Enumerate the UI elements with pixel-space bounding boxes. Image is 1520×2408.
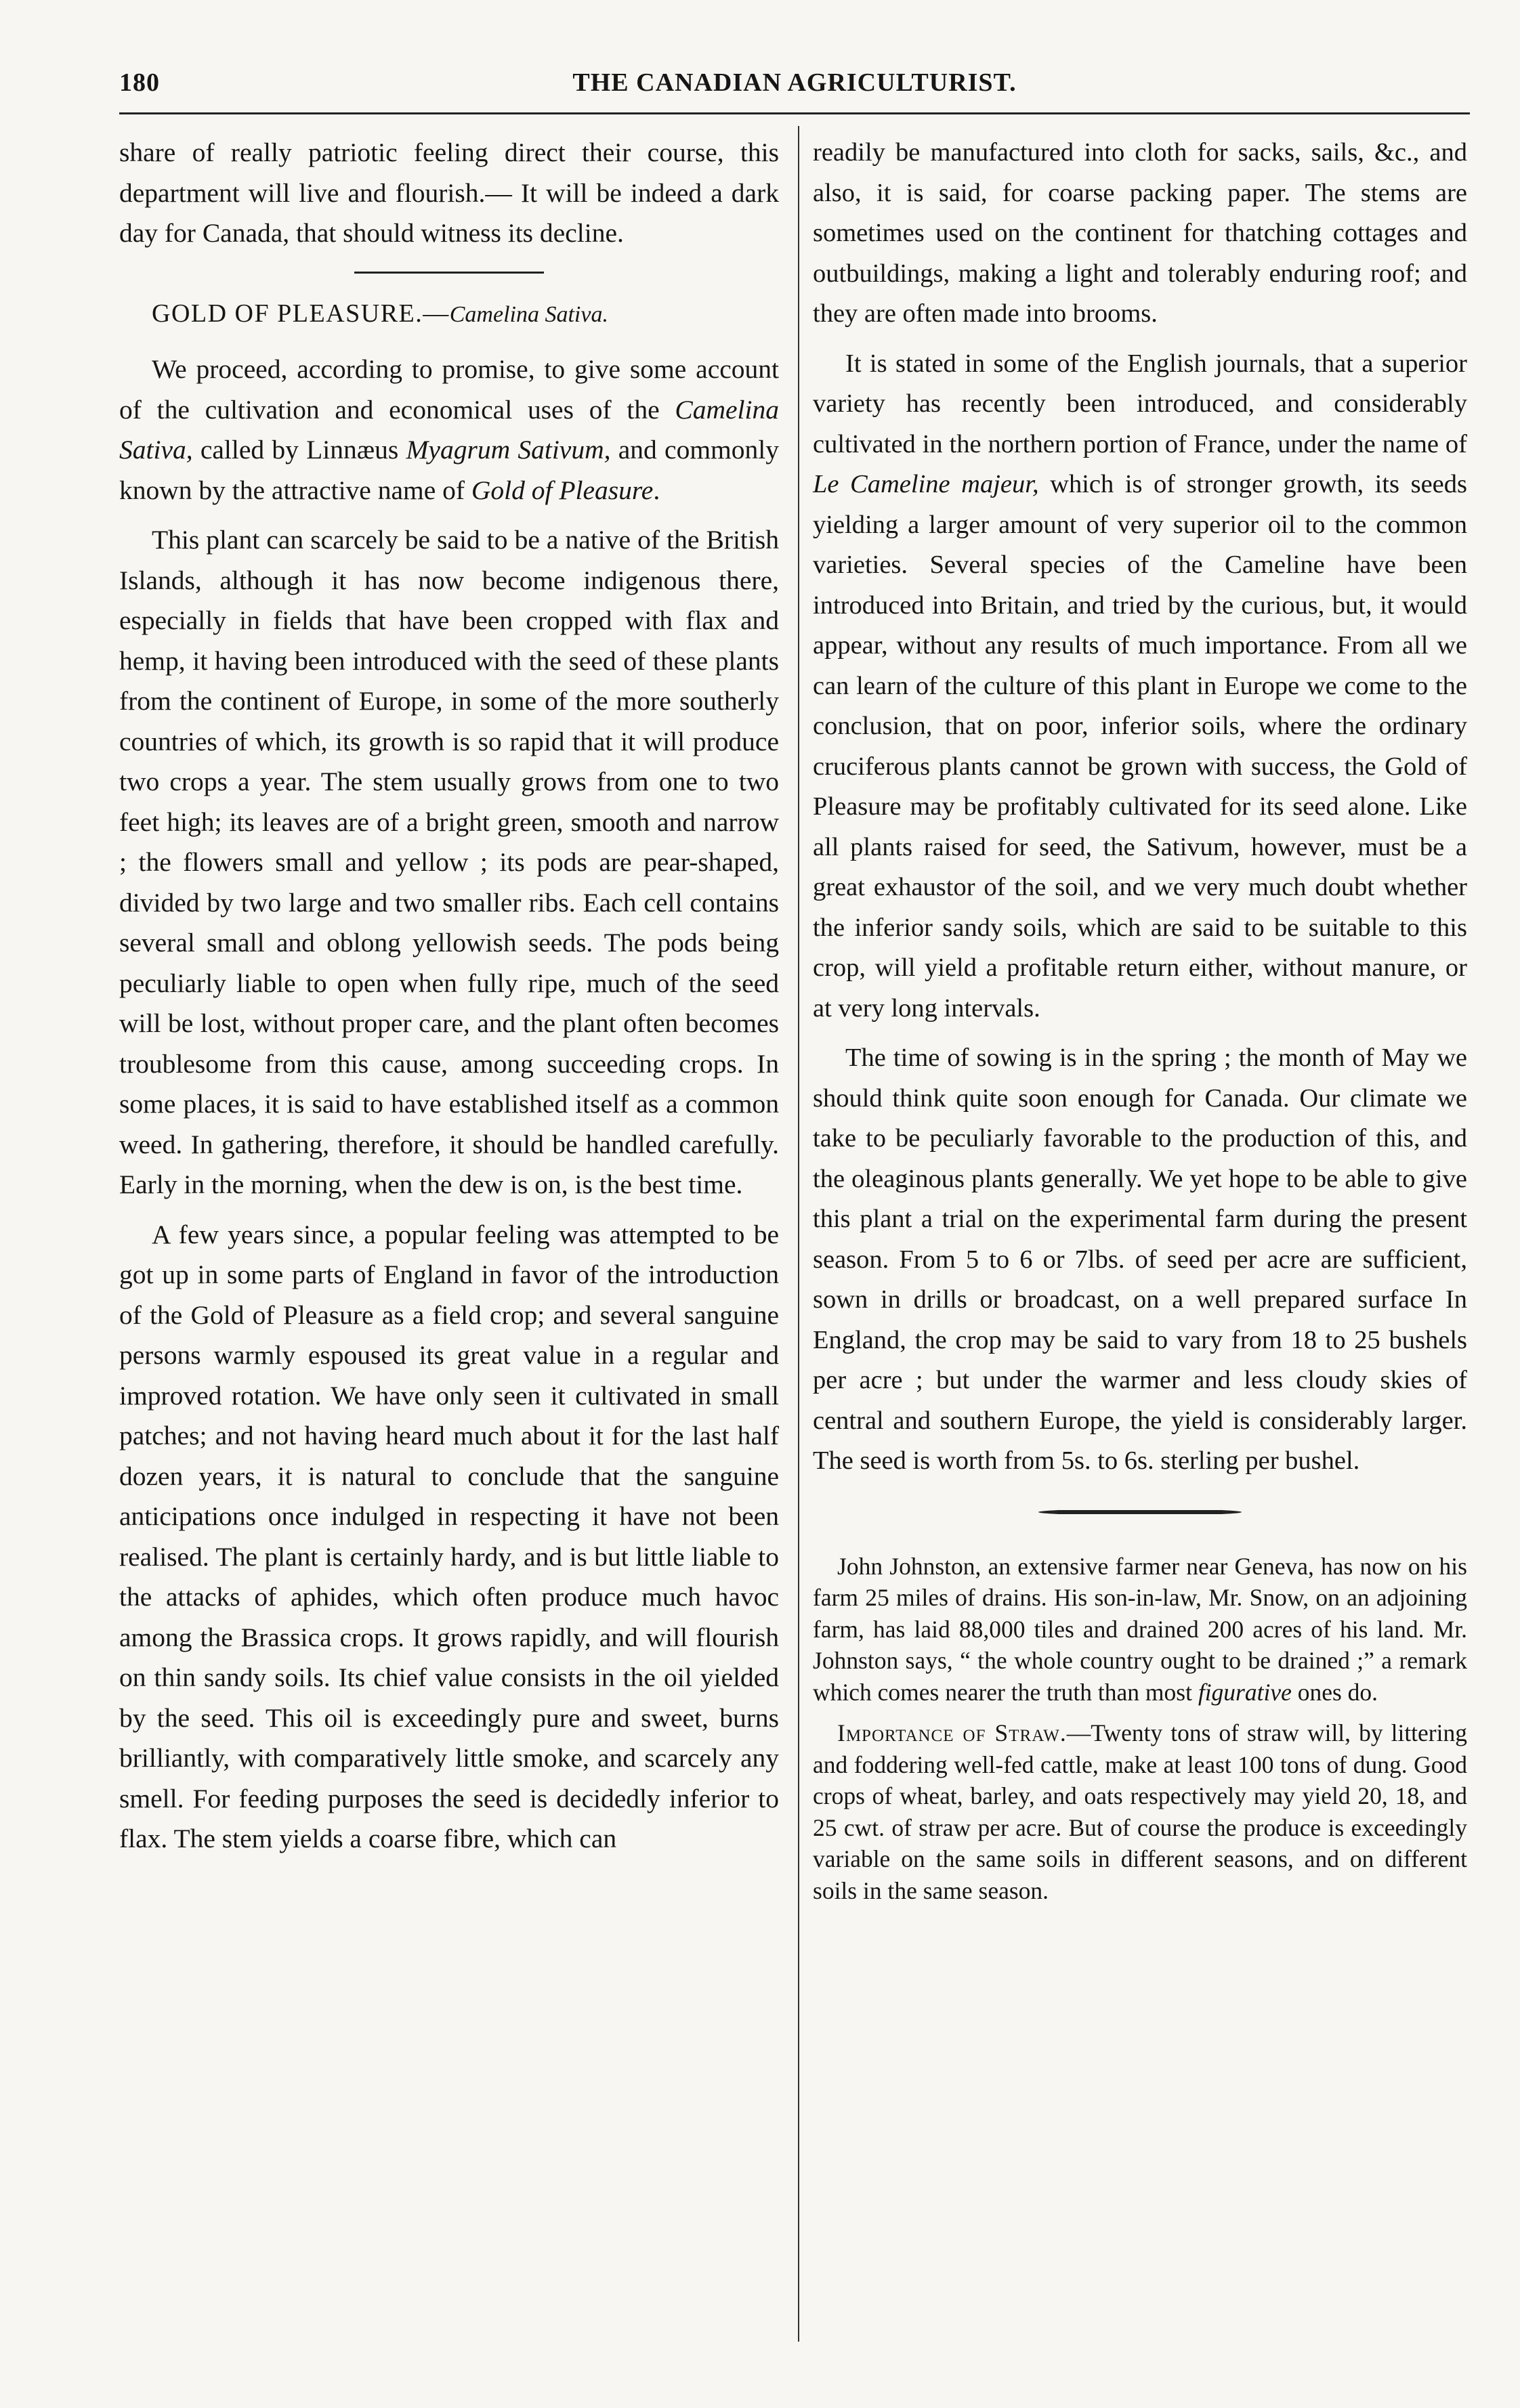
note1-text-a: John Johnston, an extensive farmer near Geneva, has now on his farm 25 miles of drains. His son-in-law, Mr. Snow, on an adjoining farm, has laid 88,000 tiles and drained 200 acres of his land. Mr. Johnston says, “ the whole country ought to be drained ;” a remark which comes nearer the truth than most bbox=[813, 1552, 1467, 1706]
article-paragraph-1 bbox=[119, 349, 779, 511]
p1-latin-1: Camelina Sativa, bbox=[119, 394, 779, 465]
page-header bbox=[119, 62, 1470, 103]
intro-paragraph-end: share of really patriotic feeling direct their course, this department will live and flourish.— It will be indeed a dark day for Canada, that should witness its decline. bbox=[119, 137, 779, 248]
left-column bbox=[119, 133, 779, 1869]
article-paragraph-2: This plant can scarcely be said to be a native of the British Islands, although it has now become indigenous there, especially in fields that have been cropped with flax and hemp, it having been introduced with the seed of these plants from the continent of Europe, in some of the more southerly countries of which, its growth is so rapid that it will produce two crops a year. The stem usually grows from one to two feet high; its leaves are of a bright green, smooth and narrow ; the flowers small and yellow ; its pods are pear-shaped, divided by two large and two smaller ribs. Each cell contains several small and oblong yellowish seeds. The pods being peculiarly liable to open when fully ripe, much of the seed will be lost, without proper care, and the plant often becomes troublesome from this cause, among succeeding crops. In some places, it is said to have established itself as a common weed. In gathering, therefore, it should be handled carefully. Early in the morning, when the dew is on, is the best time. bbox=[119, 525, 779, 1199]
note2-heading: Importance of Straw. bbox=[837, 1719, 1067, 1746]
p1-text-a: We proceed, according to promise, to give some account of the cultivation and economical uses of the bbox=[119, 354, 779, 425]
article-title-latin: Camelina Sativa. bbox=[449, 301, 608, 327]
p1-plant-name: Gold of Pleasure bbox=[471, 475, 654, 505]
p5-text-b: which is of stronger growth, its seeds yielding a larger amount of very superior oil to the common varieties. Several species of the Cameline have been introduced into Britain, and tried by the curious, but, it would appear, without any results of much importance. From all we can learn of the culture of this plant in Europe we come to the conclusion, that on poor, inferior soils, where the ordinary cruciferous plants cannot be grown with success, the Gold of Pleasure may be profitably cultivated for its seed alone. Like all plants raised for seed, the Sativum, however, must be a great exhaustor of the soil, and we very much doubt whether the inferior sandy soils, which are said to be suitable to this crop, will yield a profitable return either, without manure, or at very long intervals. bbox=[813, 470, 1467, 1023]
column-divider bbox=[798, 126, 799, 2342]
article-paragraph-6: The time of sowing is in the spring ; the month of May we should think quite soon enough for Canada. Our climate we take to be peculiarly favorable to the production of this, and the oleaginous plants generally. We yet hope to be able to give this plant a trial on the experimental farm during the present season. From 5 to 6 or 7lbs. of seed per acre are sufficient, sown in drills or broadcast, on a well prepared surface In England, the crop may be said to vary from 18 to 25 bushels per acre ; but under the warmer and less cloudy skies of central and southern Europe, the yield is considerably larger. The seed is worth from 5s. to 6s. sterling per bushel. bbox=[813, 1044, 1467, 1475]
p5-variety-name: Le Cameline majeur, bbox=[813, 470, 1039, 498]
p5-text-a: It is stated in some of the English journals, that a superior variety has recently been introduced, and considerably cultivated in the northern portion of France, under the name of bbox=[813, 349, 1467, 458]
note-drainage bbox=[813, 1551, 1467, 1708]
p1-text-c: and commonly known by the attractive name of bbox=[119, 435, 780, 505]
notes-section bbox=[813, 1551, 1467, 1907]
note1-italic-word: figurative bbox=[1198, 1678, 1292, 1706]
article-title bbox=[119, 294, 779, 335]
note-straw bbox=[813, 1717, 1467, 1906]
p1-latin-2: Myagrum Sativum, bbox=[406, 435, 611, 465]
article-title-text: GOLD OF PLEASURE.— bbox=[152, 299, 450, 328]
p1-text-b: called by Linnæus bbox=[192, 435, 406, 465]
header-rule bbox=[119, 112, 1470, 114]
p1-text-d: . bbox=[653, 475, 660, 505]
page-number: 180 bbox=[119, 68, 160, 97]
ornamental-rule bbox=[1038, 1509, 1242, 1515]
running-title: THE CANADIAN AGRICULTURIST. bbox=[572, 68, 1017, 97]
note1-text-b: ones do. bbox=[1291, 1678, 1378, 1706]
article-paragraph-3: A few years since, a popular feeling was attempted to be got up in some parts of England in favor of the introduction of the Gold of Pleasure as a field crop; and several sanguine persons warmly espoused its great value in a regular and improved rotation. We have only seen it cultivated in small patches; and not having heard much about it for the last half dozen years, it is natural to conclude that the sanguine anticipations once indulged in respecting it have not been realised. The plant is certainly hardy, and is but little liable to the attacks of aphides, which often produce much havoc among the Brassica crops. It grows rapidly, and will flourish on thin sandy soils. Its chief value consists in the oil yielded by the seed. This oil is exceedingly pure and sweet, burns brilliantly, with comparatively little smoke, and scarcely any smell. For feeding purposes the seed is decidedly inferior to flax. The stem yields a coarse fibre, which can bbox=[119, 1219, 779, 1853]
article-paragraph-5 bbox=[813, 344, 1467, 1029]
article-paragraph-4: readily be manufactured into cloth for sacks, sails, &c., and also, it is said, for coarse packing paper. The stems are sometimes used on the continent for thatching cottages and outbuildings, making a light and tolerably enduring roof; and they are often made into brooms. bbox=[813, 138, 1467, 328]
note2-text: —Twenty tons of straw will, by littering and foddering well-fed cattle, make at least 100 tons of dung. Good crops of wheat, barley, and oats respectively may yield 20, 18, and 25 cwt. of straw per acre. But of course the produce is exceedingly variable on the same soils in different seasons, and on different soils in the same season. bbox=[813, 1719, 1467, 1904]
section-divider bbox=[354, 272, 544, 274]
right-column bbox=[813, 133, 1467, 1916]
